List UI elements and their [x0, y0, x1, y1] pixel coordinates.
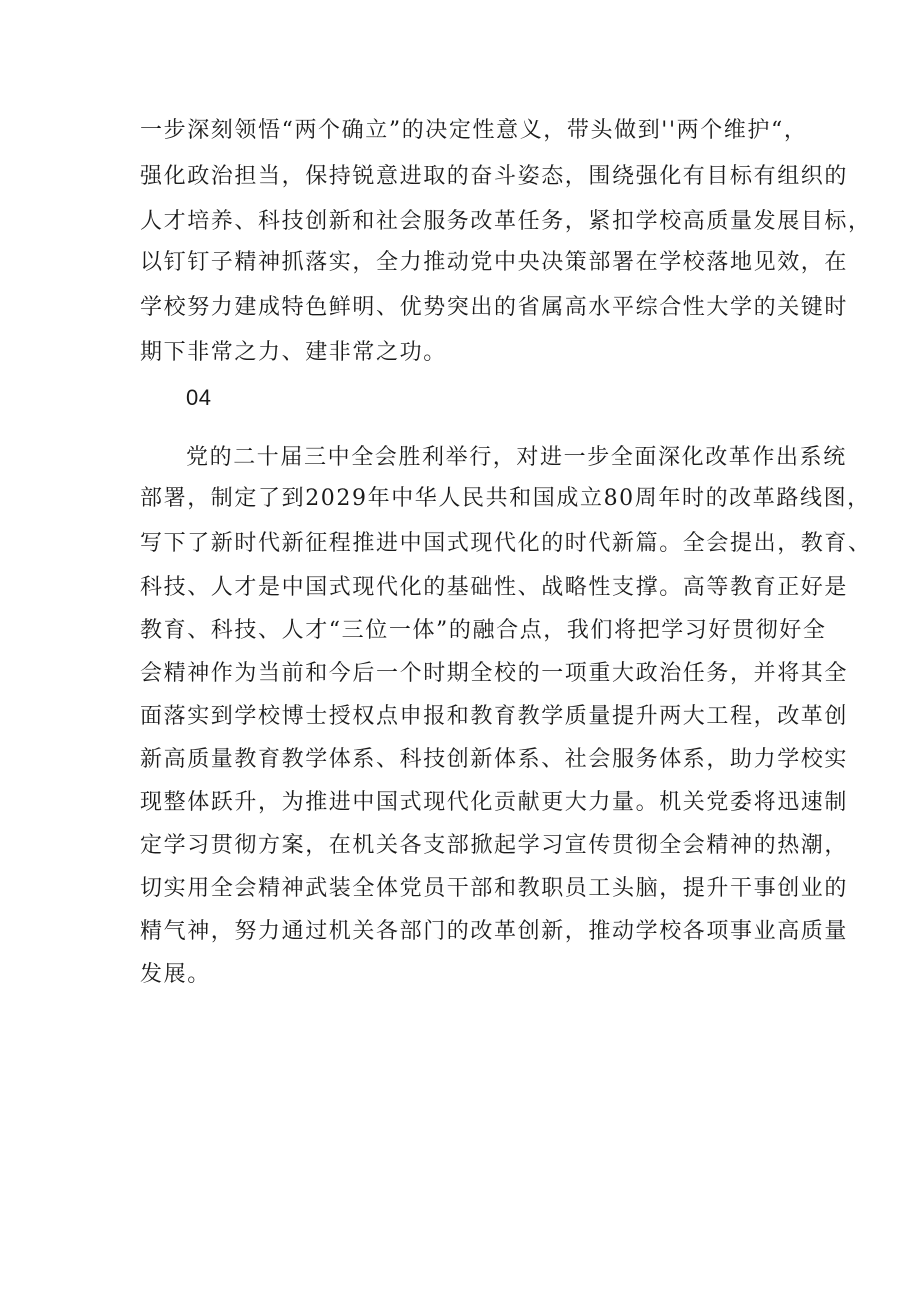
paragraph-line: 以钉钉子精神抓落实，全力推动党中央决策部署在学校落地见效，在: [140, 250, 849, 275]
paragraph-line: 精气神，努力通过机关各部门的改革创新，推动学校各项事业高质量: [140, 919, 849, 944]
paragraph-line: 切实用全会精神武装全体党员干部和教职员工头脑，提升干事创业的: [140, 876, 849, 901]
paragraph-line: 现整体跃升，为推进中国式现代化贡献更大力量。机关党委将迅速制: [140, 790, 849, 815]
paragraph-line: 教育、科技、人才“三位一体”的融合点，我们将把学习好贯彻好全: [140, 618, 827, 643]
paragraph-line: 会精神作为当前和今后一个时期全校的一项重大政治任务，并将其全: [140, 661, 849, 686]
paragraph-line: 期下非常之力、建非常之功。: [140, 340, 447, 365]
paragraph-line: 科技、人才是中国式现代化的基础性、战略性支撑。高等教育正好是: [140, 575, 849, 600]
paragraph-line: 强化政治担当，保持锐意进取的奋斗姿态，围绕强化有目标有组织的: [140, 164, 849, 189]
paragraph-line: 一步深刻领悟“两个确立”的决定性意义，带头做到''两个维护“，: [140, 118, 808, 143]
paragraph-line: 党的二十届三中全会胜利举行，对进一步全面深化改革作出系统: [186, 445, 847, 470]
paragraph-line: 学校努力建成特色鲜明、优势突出的省属高水平综合性大学的关键时: [140, 295, 849, 320]
paragraph-line: 定学习贯彻方案，在机关各支部掀起学习宣传贯彻全会精神的热潮，: [140, 833, 849, 858]
paragraph-line: 人才培养、科技创新和社会服务改革任务，紧扣学校高质量发展目标，: [140, 209, 872, 234]
section-number: 04: [186, 385, 212, 410]
paragraph-line: 发展。: [140, 962, 211, 987]
paragraph-line: 面落实到学校博士授权点申报和教育教学质量提升两大工程，改革创: [140, 704, 849, 729]
paragraph-line: 部署，制定了到2029年中华人民共和国成立80周年时的改革路线图，: [140, 486, 871, 511]
paragraph-line: 写下了新时代新征程推进中国式现代化的时代新篇。全会提出，教育、: [140, 531, 872, 556]
paragraph-line: 新高质量教育教学体系、科技创新体系、社会服务体系，助力学校实: [140, 747, 849, 772]
